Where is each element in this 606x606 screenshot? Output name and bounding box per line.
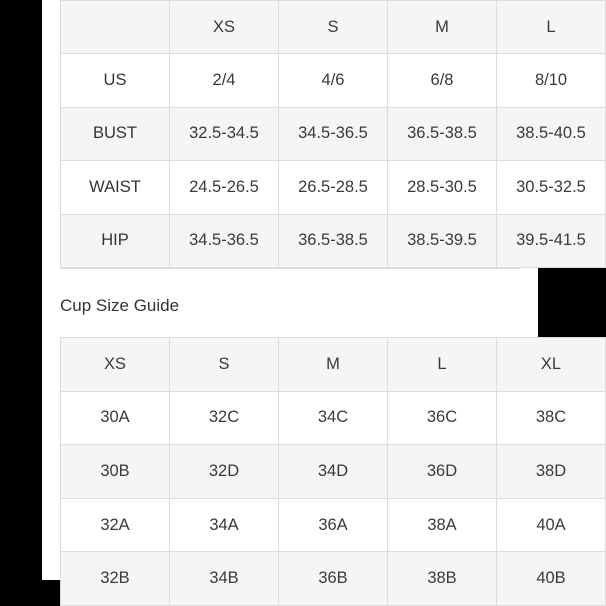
table-row	[61, 445, 606, 499]
table-cell: 38C	[497, 391, 606, 445]
table-row	[61, 552, 606, 606]
size-chart-scroll-container[interactable]	[60, 0, 586, 269]
header-cell: M	[388, 1, 497, 54]
table-cell: 36.5-38.5	[388, 107, 497, 160]
table-cell: 34B	[170, 552, 279, 606]
table-cell: 36.5-38.5	[279, 214, 388, 267]
table-cell: 36B	[279, 552, 388, 606]
table-row	[61, 214, 606, 267]
cup-guide-table	[60, 337, 606, 606]
table-cell: 2/4	[170, 54, 279, 107]
table-cell: 32.5-34.5	[170, 107, 279, 160]
row-label: WAIST	[61, 161, 170, 214]
table-row	[61, 391, 606, 445]
table-cell: 26.5-28.5	[279, 161, 388, 214]
row-label: HIP	[61, 214, 170, 267]
table-header-row	[61, 338, 606, 392]
table-cell: 40B	[497, 552, 606, 606]
table-cell: 8/10	[497, 54, 606, 107]
table-cell: 39.5-41.5	[497, 214, 606, 267]
table-cell: 32C	[170, 391, 279, 445]
table-cell: 28.5-30.5	[388, 161, 497, 214]
table-cell: 38A	[388, 498, 497, 552]
table-cell: 32A	[61, 498, 170, 552]
table-cell: 38D	[497, 445, 606, 499]
cup-guide-scroll-container[interactable]	[60, 337, 567, 597]
table-cell: 34D	[279, 445, 388, 499]
row-label: BUST	[61, 107, 170, 160]
table-cell: 40A	[497, 498, 606, 552]
header-cell: L	[388, 338, 497, 392]
table-cell: 32D	[170, 445, 279, 499]
table-cell: 36A	[279, 498, 388, 552]
header-cell: M	[279, 338, 388, 392]
header-cell: S	[170, 338, 279, 392]
table-cell: 38.5-40.5	[497, 107, 606, 160]
table-cell: 6/8	[388, 54, 497, 107]
table-row	[61, 54, 606, 107]
table-cell: 4/6	[279, 54, 388, 107]
table-cell: 34A	[170, 498, 279, 552]
table-cell: 34C	[279, 391, 388, 445]
table-row	[61, 498, 606, 552]
table-cell: 30.5-32.5	[497, 161, 606, 214]
row-label: US	[61, 54, 170, 107]
size-guide-page	[42, 0, 586, 588]
table-row	[61, 161, 606, 214]
table-row	[61, 107, 606, 160]
header-cell: S	[279, 1, 388, 54]
header-cell: L	[497, 1, 606, 54]
table-cell: 30A	[61, 391, 170, 445]
cup-size-guide-title: Cup Size Guide	[60, 296, 180, 315]
header-cell: XL	[497, 338, 606, 392]
header-cell	[61, 1, 170, 54]
header-cell: XS	[170, 1, 279, 54]
table-cell: 38.5-39.5	[388, 214, 497, 267]
table-cell: 36C	[388, 391, 497, 445]
table-cell: 36D	[388, 445, 497, 499]
table-header-row	[61, 1, 606, 54]
header-cell: XS	[61, 338, 170, 392]
table-cell: 34.5-36.5	[170, 214, 279, 267]
table-cell: 34.5-36.5	[279, 107, 388, 160]
table-cell: 38B	[388, 552, 497, 606]
table-cell: 24.5-26.5	[170, 161, 279, 214]
size-chart-table	[60, 0, 606, 268]
table-cell: 30B	[61, 445, 170, 499]
table-cell: 32B	[61, 552, 170, 606]
